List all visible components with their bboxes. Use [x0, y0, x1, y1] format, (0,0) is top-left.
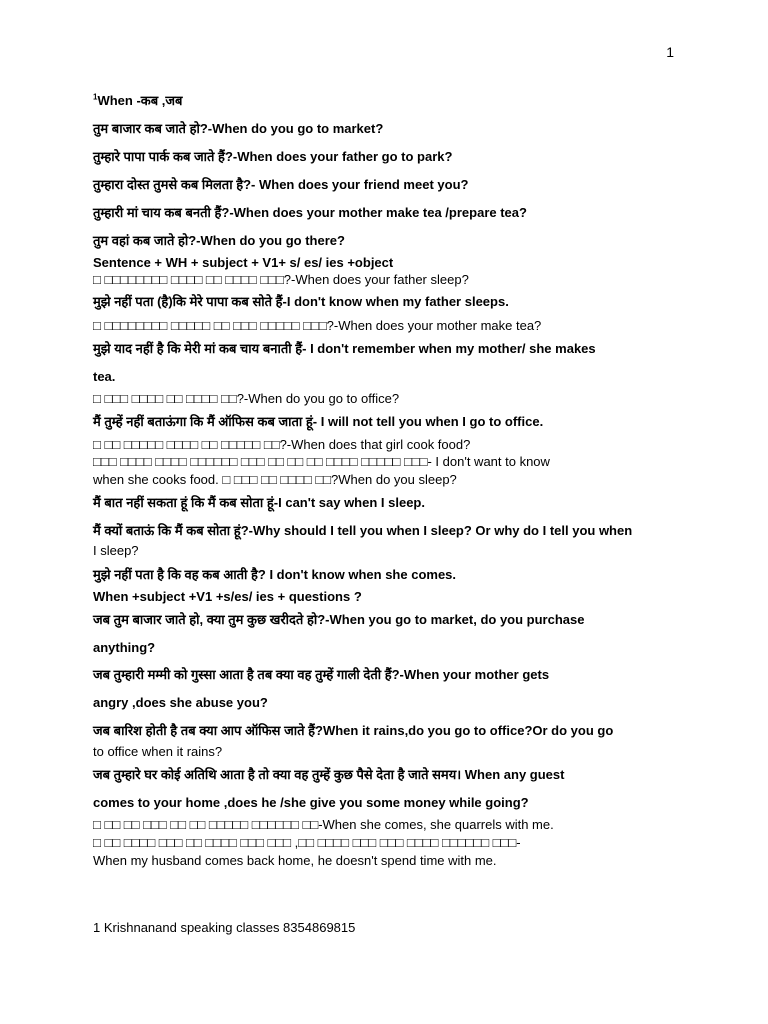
heading: [93, 92, 683, 110]
text-line: मुझे नहीं पता (है)कि मेरे पापा कब सोते हैं-I don't know when my father sleeps.: [93, 294, 509, 309]
formula-line: When +subject +V1 +s/es/ ies + questions ?: [93, 589, 362, 604]
text-line: □ □□□□□□□□ □□□□ □□ □□□□ □□□?-When does your father sleep?: [93, 272, 469, 287]
page-number: 1: [666, 44, 674, 60]
text-line: जब तुम्हारे घर कोई अतिथि आता है तो क्या वह तुम्हें कुछ पैसे देता है जाते समय। When any guest: [93, 767, 565, 782]
text-line: comes to your home ,does he /she give you some money while going?: [93, 795, 529, 810]
text-line: □ □□□□□□□□ □□□□□ □□ □□□ □□□□□ □□□?-When does your mother make tea?: [93, 318, 542, 333]
text-line: When my husband comes back home, he doesn't spend time with me.: [93, 853, 497, 868]
text-line: जब तुम्हारी मम्मी को गुस्सा आता है तब क्या वह तुम्हें गाली देती हैं?-When your mother gets: [93, 667, 550, 682]
text-line: जब तुम बाजार जाते हो, क्या तुम कुछ खरीदते हो?-When you go to market, do you purchase: [93, 612, 585, 627]
text-line: मुझे नहीं पता है कि वह कब आती है? I don't know when she comes.: [93, 567, 457, 582]
text-line: मैं क्यों बताऊं कि मैं कब सोता हूं?-Why should I tell you when I sleep? Or why do I tell you when: [93, 523, 633, 538]
text-line: □ □□□ □□□□ □□ □□□□ □□?-When do you go to office?: [93, 391, 400, 406]
text-line: तुम्हारा दोस्त तुमसे कब मिलता है?- When does your friend meet you?: [93, 177, 469, 192]
text-line: to office when it rains?: [93, 744, 223, 759]
text-line: □ □□ □□□□ □□□ □□ □□□□ □□□ □□□ ,□□ □□□□ □□□ □□□ □□□□ □□□□□□ □□□-: [93, 835, 521, 850]
text-line: anything?: [93, 640, 156, 655]
footnote: 1 Krishnanand speaking classes 8354869815: [93, 920, 356, 935]
text-line: tea.: [93, 369, 116, 384]
text-line: तुम्हारी मां चाय कब बनती हैं?-When does your mother make tea /prepare tea?: [93, 205, 527, 220]
text-line: □ □□ □□□□□ □□□□ □□ □□□□□ □□?-When does that girl cook food?: [93, 437, 471, 452]
text-line: मुझे याद नहीं है कि मेरी मां कब चाय बनाती हैं- I don't remember when my mother/ she makes: [93, 341, 596, 356]
text-line: □ □□ □□ □□□ □□ □□ □□□□□ □□□□□□ □□-When she comes, she quarrels with me.: [93, 817, 554, 832]
text-line: तुम्हारे पापा पार्क कब जाते हैं?-When does your father go to park?: [93, 149, 453, 164]
text-line: तुम बाजार कब जाते हो?-When do you go to market?: [93, 121, 384, 136]
text-line: तुम वहां कब जाते हो?-When do you go there?: [93, 233, 345, 248]
text-line: I sleep?: [93, 543, 139, 558]
footnote-marker: 1: [93, 92, 98, 102]
text-line: मैं तुम्हें नहीं बताऊंगा कि मैं ऑफिस कब जाता हूं- I will not tell you when I go to office.: [93, 414, 544, 429]
heading-text: When -कब ,जब: [97, 93, 183, 108]
text-line: □□□ □□□□ □□□□ □□□□□□ □□□ □□ □□ □□ □□□□ □□□□□ □□□- I don't want to know: [93, 454, 550, 469]
text-line: मैं बात नहीं सकता हूं कि मैं कब सोता हूं-I can't say when I sleep.: [93, 495, 425, 510]
formula-line: Sentence + WH + subject + V1+ s/ es/ ies +object: [93, 255, 394, 270]
text-line: when she cooks food. □ □□□ □□ □□□□ □□?When do you sleep?: [93, 472, 457, 487]
text-line: जब बारिश होती है तब क्या आप ऑफिस जाते हैं?When it rains,do you go to office?Or do you go: [93, 723, 614, 738]
text-line: angry ,does she abuse you?: [93, 695, 268, 710]
